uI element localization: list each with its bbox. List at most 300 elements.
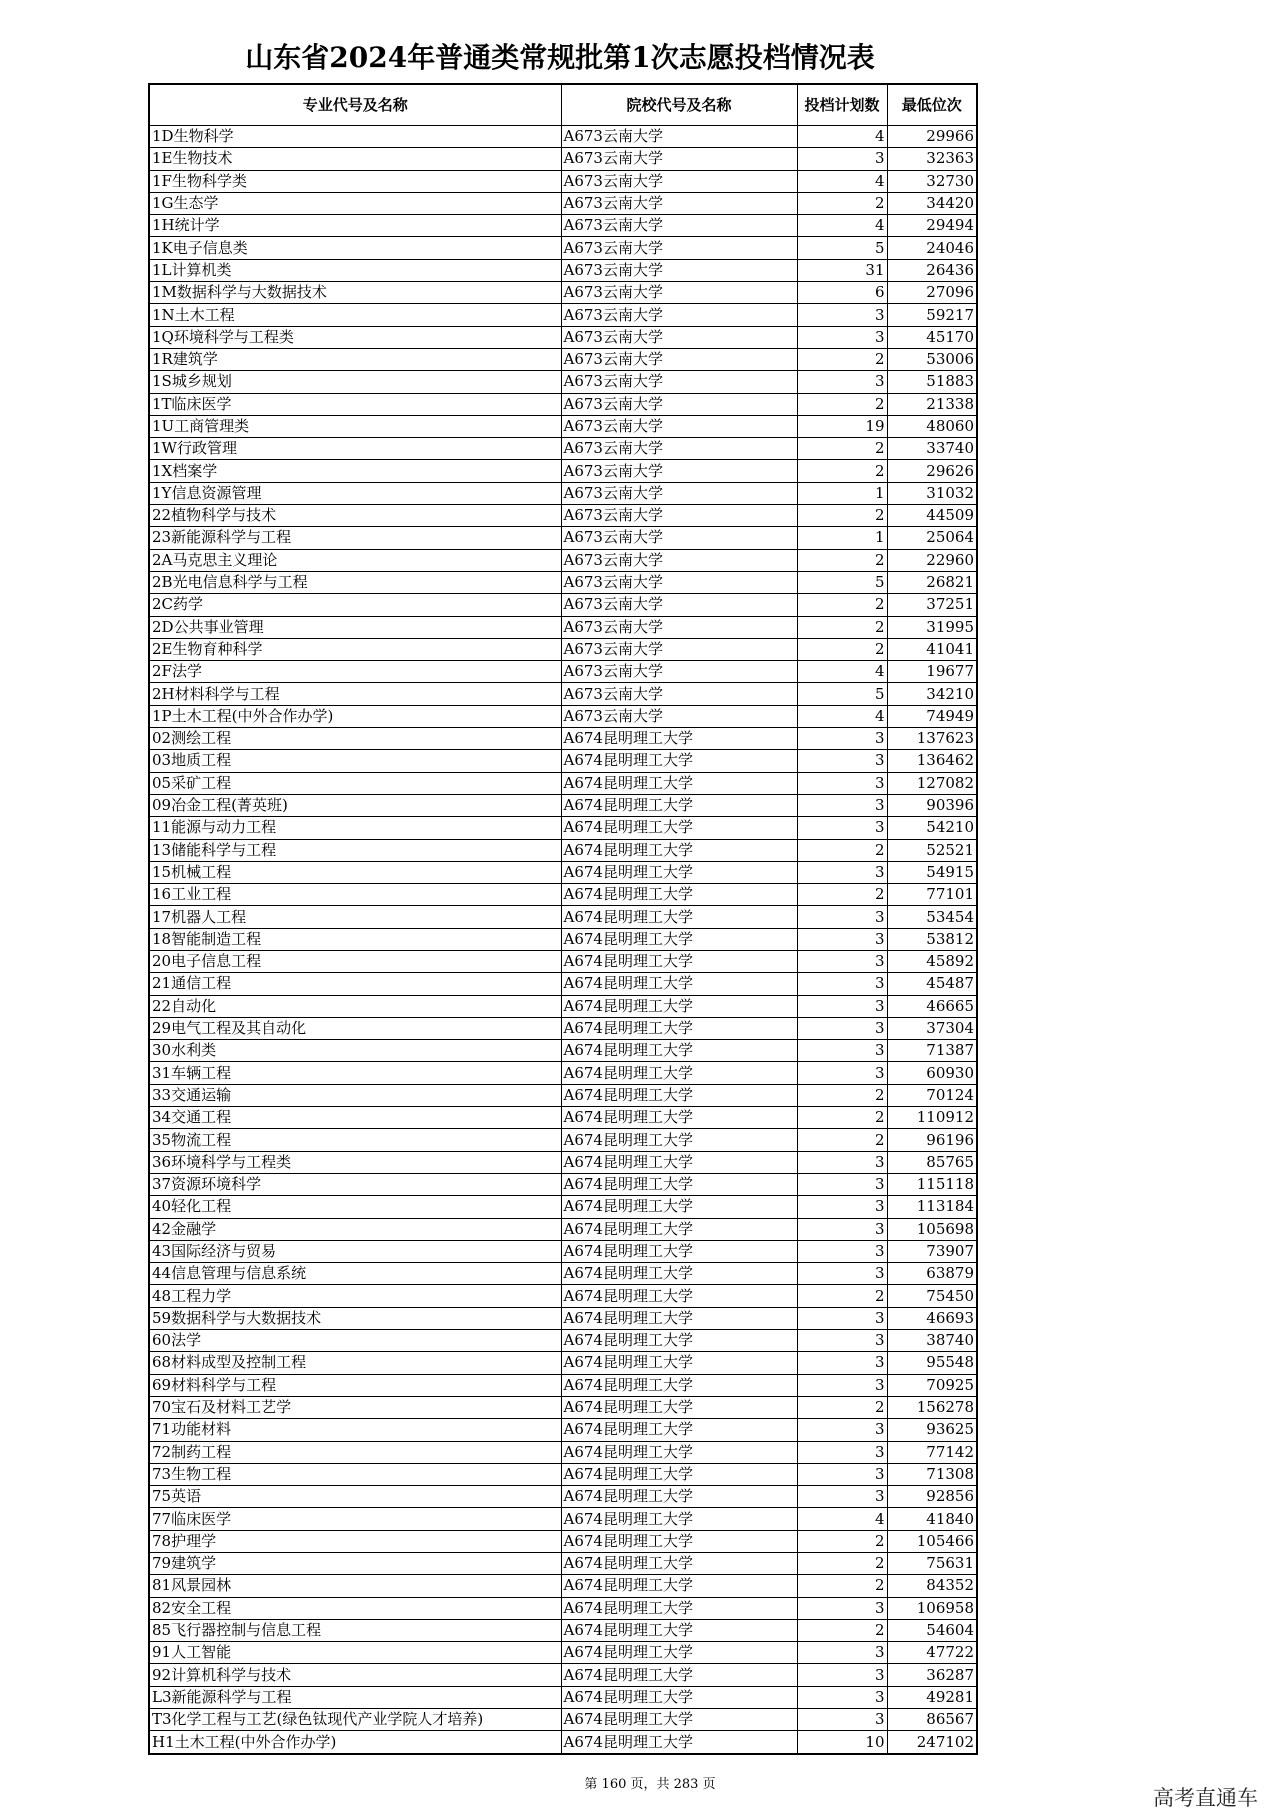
cell-major: 85飞行器控制与信息工程 [149,1619,561,1641]
cell-rank: 44509 [887,505,977,527]
cell-plan: 3 [797,1419,887,1441]
cell-school: A673云南大学 [561,126,797,148]
cell-major: 69材料科学与工程 [149,1374,561,1396]
cell-school: A673云南大学 [561,460,797,482]
cell-rank: 34210 [887,683,977,705]
table-row [149,571,977,593]
table-row [149,1597,977,1619]
cell-rank: 105466 [887,1530,977,1552]
cell-plan: 3 [797,1017,887,1039]
cell-major: 1Q环境科学与工程类 [149,326,561,348]
table-row [149,705,977,727]
cell-plan: 3 [797,1486,887,1508]
table-row [149,1664,977,1686]
cell-rank: 27096 [887,282,977,304]
cell-major: 17机器人工程 [149,906,561,928]
cell-major: 15机械工程 [149,861,561,883]
cell-major: 1M数据科学与大数据技术 [149,282,561,304]
table-row [149,794,977,816]
cell-plan: 2 [797,839,887,861]
cell-rank: 25064 [887,527,977,549]
cell-major: 59数据科学与大数据技术 [149,1307,561,1329]
cell-rank: 71308 [887,1463,977,1485]
cell-plan: 4 [797,170,887,192]
table-row [149,1151,977,1173]
cell-school: A674昆明理工大学 [561,1463,797,1485]
cell-plan: 3 [797,1352,887,1374]
cell-school: A674昆明理工大学 [561,1218,797,1240]
cell-school: A673云南大学 [561,148,797,170]
cell-rank: 54915 [887,861,977,883]
cell-plan: 2 [797,594,887,616]
cell-rank: 32730 [887,170,977,192]
table-row [149,1307,977,1329]
cell-major: 2H材料科学与工程 [149,683,561,705]
cell-rank: 21338 [887,393,977,415]
cell-major: 35物流工程 [149,1129,561,1151]
cell-school: A674昆明理工大学 [561,1307,797,1329]
cell-plan: 2 [797,1553,887,1575]
cell-rank: 19677 [887,661,977,683]
cell-school: A673云南大学 [561,482,797,504]
table-row [149,861,977,883]
cell-plan: 4 [797,1508,887,1530]
table-row [149,1396,977,1418]
cell-school: A674昆明理工大学 [561,839,797,861]
cell-school: A674昆明理工大学 [561,1530,797,1552]
table-row [149,594,977,616]
cell-plan: 3 [797,1040,887,1062]
cell-plan: 3 [797,1173,887,1195]
cell-plan: 6 [797,282,887,304]
cell-school: A674昆明理工大学 [561,1731,797,1754]
cell-rank: 156278 [887,1396,977,1418]
cell-rank: 60930 [887,1062,977,1084]
cell-school: A674昆明理工大学 [561,906,797,928]
table-row [149,1084,977,1106]
cell-school: A674昆明理工大学 [561,1597,797,1619]
cell-major: T3化学工程与工艺(绿色钛现代产业学院人才培养) [149,1709,561,1731]
cell-plan: 3 [797,1062,887,1084]
table-row [149,282,977,304]
cell-school: A674昆明理工大学 [561,884,797,906]
cell-school: A674昆明理工大学 [561,1508,797,1530]
header-rank: 最低位次 [887,84,977,126]
cell-school: A673云南大学 [561,393,797,415]
cell-plan: 4 [797,661,887,683]
cell-plan: 2 [797,616,887,638]
cell-major: 78护理学 [149,1530,561,1552]
cell-plan: 1 [797,482,887,504]
cell-rank: 32363 [887,148,977,170]
table-row [149,750,977,772]
table-row [149,1731,977,1754]
cell-major: 1X档案学 [149,460,561,482]
table-row [149,817,977,839]
cell-major: 82安全工程 [149,1597,561,1619]
cell-major: 1E生物技术 [149,148,561,170]
cell-plan: 2 [797,393,887,415]
cell-rank: 26436 [887,259,977,281]
cell-rank: 70124 [887,1084,977,1106]
page-number: 第 160 页，共 283 页 [584,1777,716,1792]
cell-plan: 2 [797,1396,887,1418]
table-row [149,1285,977,1307]
cell-major: 1G生态学 [149,192,561,214]
cell-plan: 2 [797,1084,887,1106]
cell-school: A674昆明理工大学 [561,973,797,995]
cell-major: 11能源与动力工程 [149,817,561,839]
table-row [149,1196,977,1218]
cell-major: 81风景园林 [149,1575,561,1597]
table-row [149,438,977,460]
table-row [149,1017,977,1039]
cell-plan: 2 [797,1575,887,1597]
table-row [149,1062,977,1084]
cell-major: 68材料成型及控制工程 [149,1352,561,1374]
cell-major: 31车辆工程 [149,1062,561,1084]
cell-rank: 59217 [887,304,977,326]
cell-school: A674昆明理工大学 [561,772,797,794]
cell-plan: 4 [797,126,887,148]
cell-school: A673云南大学 [561,505,797,527]
cell-rank: 54210 [887,817,977,839]
cell-rank: 127082 [887,772,977,794]
cell-major: 09冶金工程(菁英班) [149,794,561,816]
cell-school: A674昆明理工大学 [561,1129,797,1151]
cell-school: A673云南大学 [561,237,797,259]
cell-school: A674昆明理工大学 [561,1709,797,1731]
cell-school: A674昆明理工大学 [561,1396,797,1418]
cell-major: 77临床医学 [149,1508,561,1530]
table-row [149,683,977,705]
table-row [149,215,977,237]
cell-major: 79建筑学 [149,1553,561,1575]
cell-plan: 3 [797,906,887,928]
table-row [149,1441,977,1463]
admission-table [148,83,978,1755]
cell-rank: 31995 [887,616,977,638]
cell-major: H1土木工程(中外合作办学) [149,1731,561,1754]
cell-plan: 3 [797,772,887,794]
cell-major: 1S城乡规划 [149,371,561,393]
cell-rank: 24046 [887,237,977,259]
cell-rank: 105698 [887,1218,977,1240]
cell-school: A673云南大学 [561,371,797,393]
cell-major: 2F法学 [149,661,561,683]
cell-rank: 29626 [887,460,977,482]
cell-school: A674昆明理工大学 [561,1553,797,1575]
cell-plan: 2 [797,192,887,214]
cell-rank: 53006 [887,348,977,370]
table-row [149,728,977,750]
table-row [149,348,977,370]
cell-major: 16工业工程 [149,884,561,906]
cell-school: A674昆明理工大学 [561,1062,797,1084]
table-row [149,638,977,660]
table-row [149,505,977,527]
table-row [149,1642,977,1664]
table-row [149,1619,977,1641]
table-row [149,1508,977,1530]
cell-school: A674昆明理工大学 [561,728,797,750]
cell-major: 1W行政管理 [149,438,561,460]
cell-plan: 2 [797,1129,887,1151]
cell-school: A674昆明理工大学 [561,1173,797,1195]
cell-school: A674昆明理工大学 [561,1575,797,1597]
cell-major: 05采矿工程 [149,772,561,794]
cell-plan: 2 [797,1530,887,1552]
cell-school: A674昆明理工大学 [561,1285,797,1307]
cell-school: A674昆明理工大学 [561,1441,797,1463]
table-row [149,1040,977,1062]
table-row [149,1486,977,1508]
cell-school: A674昆明理工大学 [561,1240,797,1262]
cell-plan: 2 [797,505,887,527]
cell-plan: 3 [797,1597,887,1619]
cell-plan: 3 [797,1240,887,1262]
cell-rank: 93625 [887,1419,977,1441]
cell-school: A673云南大学 [561,549,797,571]
cell-plan: 3 [797,1196,887,1218]
cell-plan: 3 [797,1307,887,1329]
cell-school: A674昆明理工大学 [561,1151,797,1173]
cell-plan: 2 [797,884,887,906]
cell-plan: 3 [797,304,887,326]
table-row [149,772,977,794]
table-row [149,393,977,415]
cell-rank: 31032 [887,482,977,504]
table-row [149,237,977,259]
cell-major: 60法学 [149,1330,561,1352]
cell-rank: 38740 [887,1330,977,1352]
table-row [149,950,977,972]
table-row [149,1419,977,1441]
table-row [149,1530,977,1552]
table-row [149,884,977,906]
cell-major: 29电气工程及其自动化 [149,1017,561,1039]
cell-plan: 2 [797,438,887,460]
cell-school: A673云南大学 [561,192,797,214]
cell-rank: 48060 [887,415,977,437]
cell-plan: 3 [797,1263,887,1285]
cell-major: 73生物工程 [149,1463,561,1485]
cell-rank: 77101 [887,884,977,906]
cell-major: 75英语 [149,1486,561,1508]
cell-rank: 33740 [887,438,977,460]
cell-rank: 34420 [887,192,977,214]
cell-major: 30水利类 [149,1040,561,1062]
cell-plan: 3 [797,750,887,772]
cell-plan: 3 [797,1441,887,1463]
cell-rank: 53454 [887,906,977,928]
cell-major: 72制药工程 [149,1441,561,1463]
table-row [149,1107,977,1129]
cell-school: A673云南大学 [561,215,797,237]
cell-school: A674昆明理工大学 [561,794,797,816]
cell-rank: 45487 [887,973,977,995]
cell-plan: 3 [797,861,887,883]
table-row [149,995,977,1017]
cell-rank: 71387 [887,1040,977,1062]
cell-school: A673云南大学 [561,527,797,549]
cell-major: 1U工商管理类 [149,415,561,437]
cell-rank: 47722 [887,1642,977,1664]
cell-school: A674昆明理工大学 [561,1352,797,1374]
cell-school: A674昆明理工大学 [561,1664,797,1686]
cell-plan: 2 [797,638,887,660]
cell-plan: 3 [797,928,887,950]
header-plan-label: 投档计划数 [804,95,880,114]
table-row [149,1330,977,1352]
table-row [149,126,977,148]
header-school: 院校代号及名称 [561,84,797,126]
cell-plan: 2 [797,549,887,571]
cell-school: A673云南大学 [561,594,797,616]
cell-rank: 95548 [887,1352,977,1374]
cell-school: A674昆明理工大学 [561,1084,797,1106]
table-row [149,170,977,192]
cell-plan: 3 [797,148,887,170]
cell-rank: 53812 [887,928,977,950]
cell-plan: 3 [797,371,887,393]
cell-school: A673云南大学 [561,282,797,304]
cell-rank: 73907 [887,1240,977,1262]
table-row [149,1218,977,1240]
cell-school: A673云南大学 [561,415,797,437]
cell-school: A674昆明理工大学 [561,1486,797,1508]
table-row [149,148,977,170]
cell-rank: 136462 [887,750,977,772]
cell-plan: 3 [797,950,887,972]
table-row [149,460,977,482]
cell-major: 48工程力学 [149,1285,561,1307]
header-major: 专业代号及名称 [149,84,561,126]
cell-school: A674昆明理工大学 [561,1017,797,1039]
cell-school: A674昆明理工大学 [561,1686,797,1708]
header-plan [797,84,887,126]
cell-major: 03地质工程 [149,750,561,772]
cell-rank: 110912 [887,1107,977,1129]
cell-rank: 75450 [887,1285,977,1307]
cell-rank: 52521 [887,839,977,861]
cell-rank: 92856 [887,1486,977,1508]
table-header-row [149,84,977,126]
cell-major: 21通信工程 [149,973,561,995]
cell-rank: 49281 [887,1686,977,1708]
cell-major: 2B光电信息科学与工程 [149,571,561,593]
cell-major: 1Y信息资源管理 [149,482,561,504]
cell-plan: 3 [797,1374,887,1396]
cell-school: A674昆明理工大学 [561,1107,797,1129]
cell-school: A674昆明理工大学 [561,817,797,839]
cell-rank: 45170 [887,326,977,348]
cell-school: A674昆明理工大学 [561,928,797,950]
cell-school: A674昆明理工大学 [561,995,797,1017]
cell-rank: 90396 [887,794,977,816]
table-row [149,1263,977,1285]
cell-school: A673云南大学 [561,259,797,281]
cell-school: A674昆明理工大学 [561,1040,797,1062]
cell-rank: 96196 [887,1129,977,1151]
cell-plan: 2 [797,1619,887,1641]
table-row [149,1686,977,1708]
cell-plan: 2 [797,1107,887,1129]
table-row [149,1240,977,1262]
cell-plan: 31 [797,259,887,281]
cell-plan: 3 [797,326,887,348]
cell-major: 2E生物育种科学 [149,638,561,660]
table-row [149,192,977,214]
cell-major: L3新能源科学与工程 [149,1686,561,1708]
cell-rank: 75631 [887,1553,977,1575]
table-row [149,304,977,326]
cell-major: 23新能源科学与工程 [149,527,561,549]
table-row [149,1129,977,1151]
cell-school: A673云南大学 [561,616,797,638]
cell-school: A674昆明理工大学 [561,861,797,883]
table-row [149,1575,977,1597]
cell-plan: 19 [797,415,887,437]
cell-rank: 54604 [887,1619,977,1641]
cell-major: 22自动化 [149,995,561,1017]
cell-school: A674昆明理工大学 [561,1419,797,1441]
table-row [149,1463,977,1485]
cell-plan: 4 [797,705,887,727]
table-row [149,1553,977,1575]
cell-major: 70宝石及材料工艺学 [149,1396,561,1418]
cell-plan: 2 [797,460,887,482]
table-row [149,928,977,950]
cell-plan: 5 [797,683,887,705]
cell-school: A674昆明理工大学 [561,950,797,972]
cell-major: 20电子信息工程 [149,950,561,972]
cell-major: 22植物科学与技术 [149,505,561,527]
cell-plan: 3 [797,1709,887,1731]
cell-rank: 37304 [887,1017,977,1039]
cell-major: 33交通运输 [149,1084,561,1106]
cell-rank: 86567 [887,1709,977,1731]
cell-major: 1H统计学 [149,215,561,237]
cell-plan: 3 [797,794,887,816]
cell-major: 34交通工程 [149,1107,561,1129]
cell-rank: 113184 [887,1196,977,1218]
cell-rank: 70925 [887,1374,977,1396]
table-row [149,1709,977,1731]
cell-plan: 3 [797,1686,887,1708]
cell-school: A674昆明理工大学 [561,750,797,772]
cell-major: 2A马克思主义理论 [149,549,561,571]
cell-plan: 3 [797,1218,887,1240]
table-row [149,1352,977,1374]
cell-school: A673云南大学 [561,638,797,660]
cell-plan: 5 [797,237,887,259]
cell-plan: 2 [797,348,887,370]
cell-rank: 22960 [887,549,977,571]
cell-rank: 63879 [887,1263,977,1285]
cell-rank: 85765 [887,1151,977,1173]
cell-school: A674昆明理工大学 [561,1263,797,1285]
cell-major: 1K电子信息类 [149,237,561,259]
table-row [149,616,977,638]
cell-rank: 137623 [887,728,977,750]
cell-major: 1P土木工程(中外合作办学) [149,705,561,727]
cell-rank: 29966 [887,126,977,148]
cell-rank: 84352 [887,1575,977,1597]
table-body [149,126,977,1754]
cell-rank: 26821 [887,571,977,593]
cell-rank: 247102 [887,1731,977,1754]
